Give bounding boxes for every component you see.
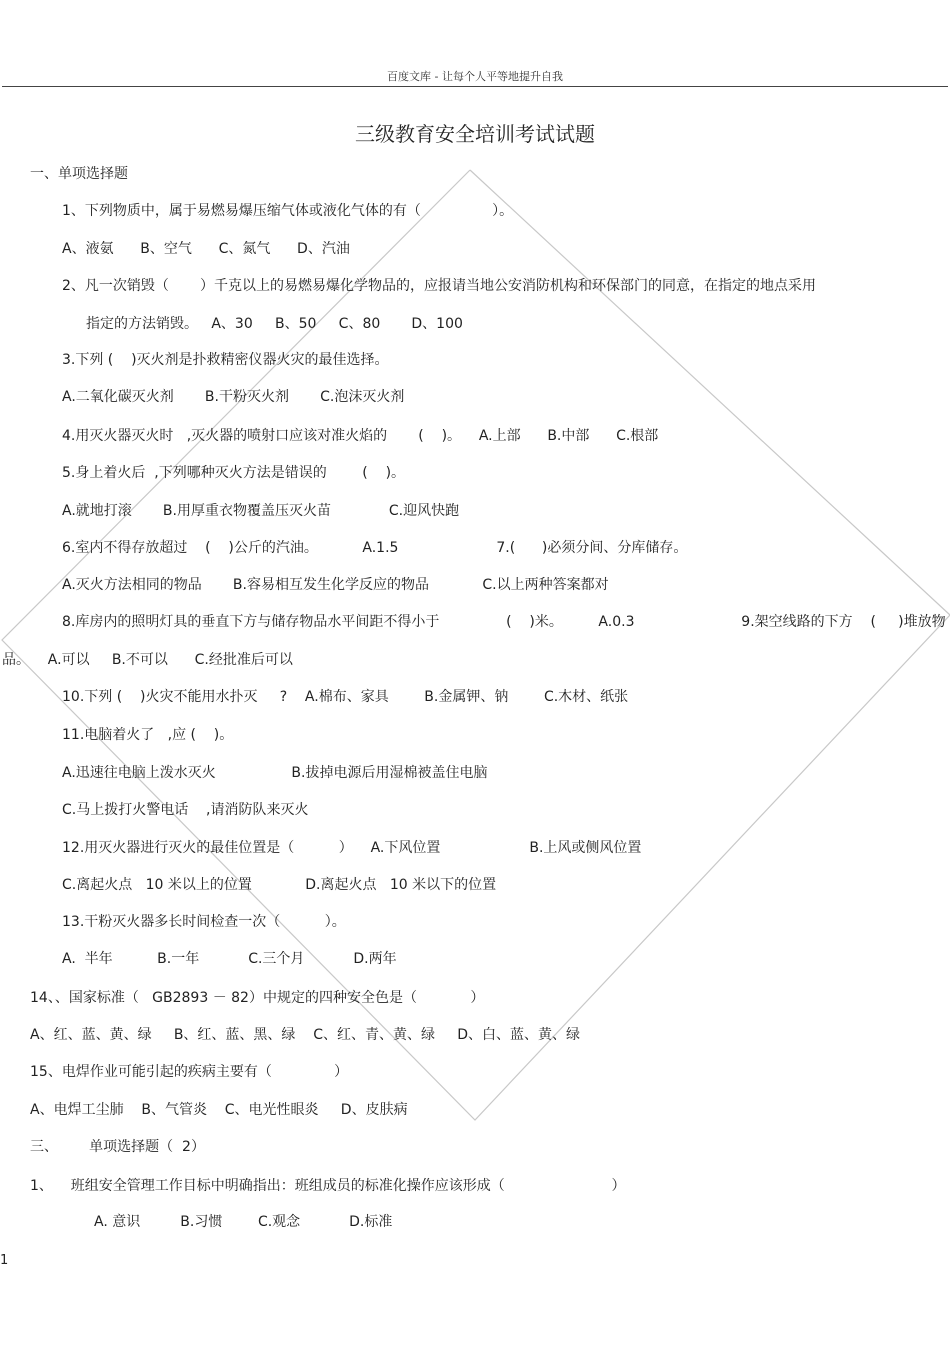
question-6-7: 6.室内不得存放超过 ( )公斤的汽油。 A.1.5 7.( )必须分间、分库储存。 — [62, 540, 688, 556]
question-14: 14、、国家标准（ GB2893 － 82）中规定的四种安全色是（ ） — [30, 990, 485, 1006]
question-12: 12.用灭火器进行灭火的最佳位置是（ ） A.下风位置 B.上风或侧风位置 — [62, 840, 642, 856]
question-14-options: A、红、蓝、黄、绿 B、红、蓝、黑、绿 C、红、青、黄、绿 D、白、蓝、黄、绿 — [30, 1027, 581, 1043]
question-2-cont: 指定的方法销毁。 A、30 B、50 C、80 D、100 — [86, 316, 463, 332]
page-number: 1 — [0, 1253, 9, 1268]
section-3-question-1: 1、 班组安全管理工作目标中明确指出：班组成员的标准化操作应该形成（ ） — [30, 1178, 626, 1194]
section-1-heading: 一、单项选择题 — [30, 166, 128, 182]
page-header: 百度文库 - 让每个人平等地提升自我 — [387, 70, 563, 83]
question-3: 3.下列 ( )灭火剂是扑救精密仪器火灾的最佳选择。 — [62, 352, 389, 368]
question-15: 15、电焊作业可能引起的疾病主要有（ ） — [30, 1064, 349, 1080]
question-5-options: A.就地打滚 B.用厚重衣物覆盖压灭火苗 C.迎风快跑 — [62, 503, 460, 519]
question-1: 1、下列物质中，属于易燃易爆压缩气体或液化气体的有（ ）。 — [62, 203, 514, 219]
question-9-options: 品。 A.可以 B.不可以 C.经批准后可以 — [2, 652, 293, 668]
question-11-options-ab: A.迅速往电脑上泼水灭火 B.拔掉电源后用湿棉被盖住电脑 — [62, 765, 488, 781]
question-8-9: 8.库房内的照明灯具的垂直下方与储存物品水平间距不得小于 ( )米。 A.0.3 9.架空线路的下方 ( )堆放物 — [62, 614, 946, 630]
question-5: 5.身上着火后 ,下列哪种灭火方法是错误的 ( )。 — [62, 465, 406, 481]
question-11: 11.电脑着火了 ,应 ( )。 — [62, 727, 234, 743]
question-4: 4.用灭火器灭火时 ,灭火器的喷射口应该对准火焰的 ( )。 A.上部 B.中部 C.根部 — [62, 428, 659, 444]
question-10: 10.下列 ( )火灾不能用水扑灭 ? A.棉布、家具 B.金属钾、钠 C.木材、纸张 — [62, 689, 629, 705]
question-7-options: A.灭火方法相同的物品 B.容易相互发生化学反应的物品 C.以上两种答案都对 — [62, 577, 609, 593]
question-11-option-c: C.马上拨打火警电话 ,请消防队来灭火 — [62, 802, 309, 818]
question-15-options: A、电焊工尘肺 B、气管炎 C、电光性眼炎 D、皮肤病 — [30, 1102, 408, 1118]
watermark-outline — [2, 170, 950, 1120]
question-13: 13.干粉灭火器多长时间检查一次（ ）。 — [62, 914, 346, 930]
question-13-options: A. 半年 B.一年 C.三个月 D.两年 — [62, 951, 397, 967]
section-3-question-1-options: A. 意识 B.习惯 C.观念 D.标准 — [94, 1214, 393, 1230]
header-rule — [2, 86, 948, 87]
section-3-heading: 三、 单项选择题（ 2） — [30, 1139, 205, 1155]
question-2: 2、凡一次销毁（ ）千克以上的易燃易爆化学物品的，应报请当地公安消防机构和环保部门的同意，在指定的地点采用 — [62, 278, 817, 294]
document-title: 三级教育安全培训考试试题 — [355, 122, 595, 146]
question-12-options-cd: C.离起火点 10 米以上的位置 D.离起火点 10 米以下的位置 — [62, 877, 497, 893]
question-3-options: A.二氧化碳灭火剂 B.干粉灭火剂 C.泡沫灭火剂 — [62, 389, 405, 405]
question-1-options: A、液氨 B、空气 C、氮气 D、汽油 — [62, 241, 350, 257]
